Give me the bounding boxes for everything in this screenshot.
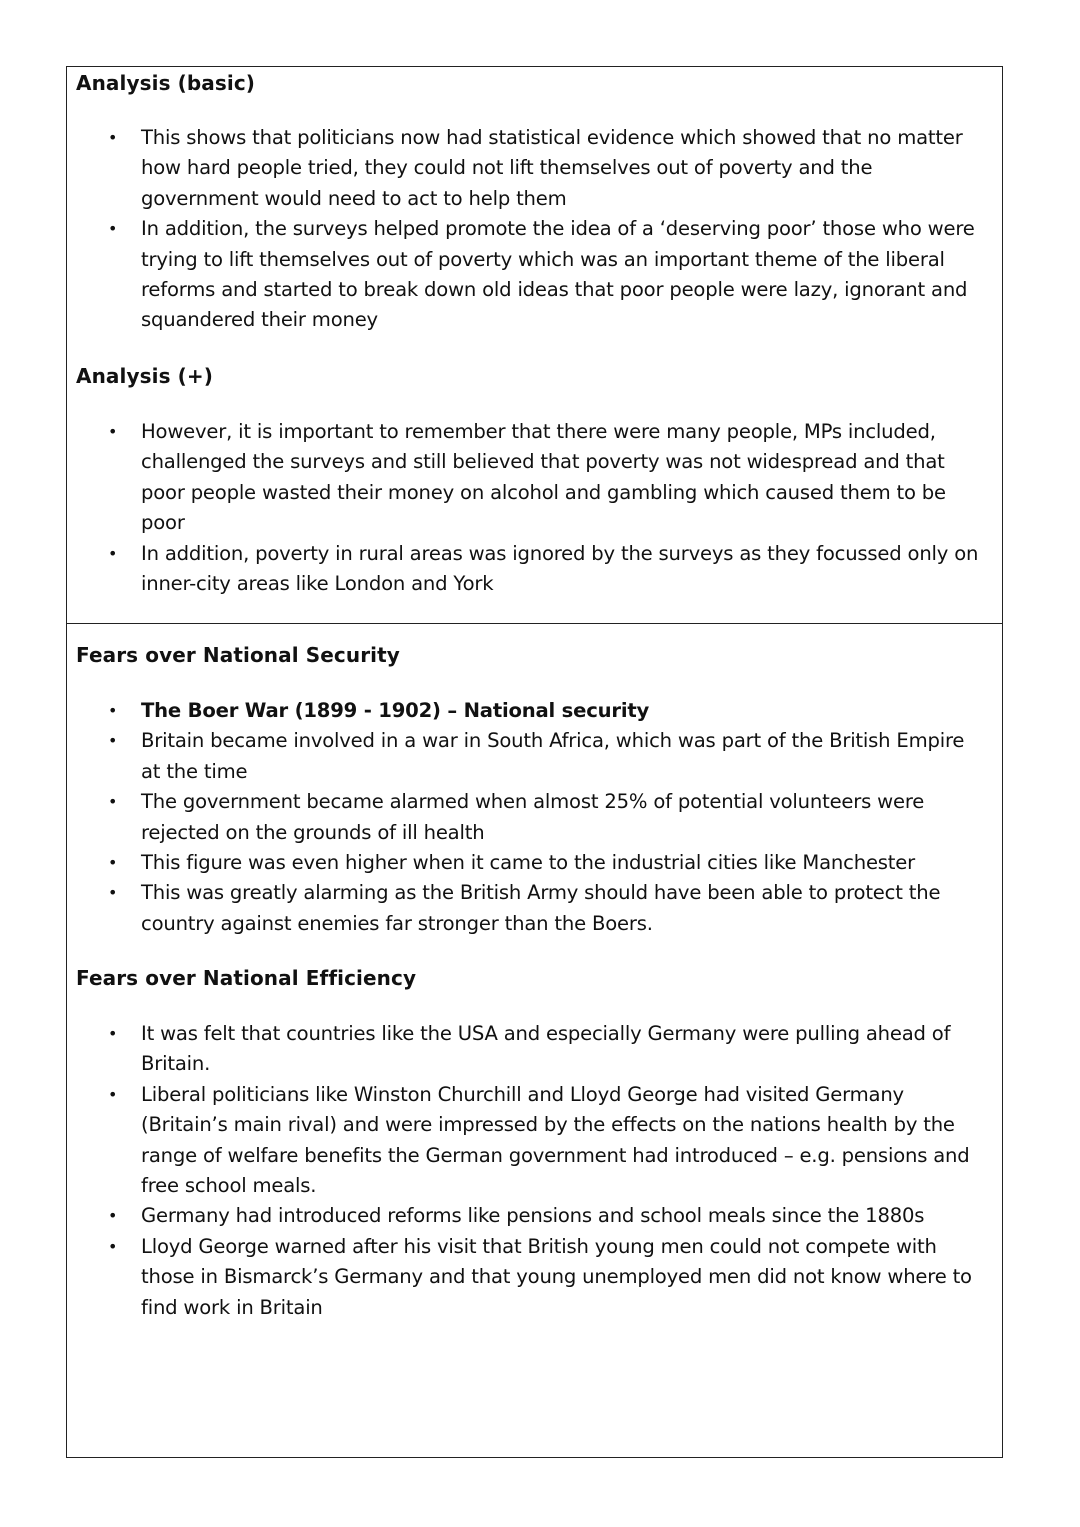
- national-efficiency-list: [67, 1019, 997, 1323]
- list-item: • Lloyd George warned after his visit that British young men could not compete with those in Bismarck’s Germany and that young unemployed men did not know where to find work in Britain: [67, 1232, 997, 1323]
- bullet-icon: •: [108, 128, 118, 147]
- national-efficiency-heading: Fears over National Efficiency: [76, 966, 417, 990]
- bullet-icon: •: [108, 1084, 118, 1104]
- list-item: • However, it is important to remember that there were many people, MPs included, challenged the surveys and still believed that poverty was not widespread and that poor people wasted their money on alcohol and gambling which caused them to be poor: [67, 417, 997, 539]
- fears-box: [66, 623, 1003, 1458]
- bullet-icon: •: [108, 543, 118, 563]
- bullet-icon: •: [108, 731, 118, 751]
- national-security-heading: Fears over National Security: [76, 643, 400, 667]
- national-security-list: [67, 696, 997, 939]
- bullet-icon: •: [108, 422, 118, 441]
- list-item: • This figure was even higher when it came to the industrial cities like Manchester: [67, 848, 997, 878]
- list-item: • In addition, the surveys helped promote the idea of a ‘deserving poor’ those who were trying to lift themselves out of poverty which was an important theme of the liberal reforms and started to break down old ideas that poor people were lazy, ignorant and squandered their money: [67, 214, 997, 336]
- list-item: • The Boer War (1899 - 1902) – National security: [67, 696, 997, 726]
- list-item: • The government became alarmed when almost 25% of potential volunteers were rejected on the grounds of ill health: [67, 787, 997, 848]
- list-item: • This was greatly alarming as the British Army should have been able to protect the country against enemies far stronger than the Boers.: [67, 878, 997, 939]
- bullet-icon: •: [108, 792, 118, 812]
- analysis-basic-heading: Analysis (basic): [76, 71, 256, 95]
- analysis-plus-heading: Analysis (+): [76, 364, 213, 388]
- list-item: • It was felt that countries like the USA and especially Germany were pulling ahead of Britain.: [67, 1019, 997, 1080]
- list-item: • In addition, poverty in rural areas was ignored by the surveys as they focussed only on inner-city areas like London and York: [67, 539, 997, 600]
- list-item: • This shows that politicians now had statistical evidence which showed that no matter how hard people tried, they could not lift themselves out of poverty and the government would need to act to help them: [67, 123, 997, 214]
- list-item: • Britain became involved in a war in South Africa, which was part of the British Empire at the time: [67, 726, 997, 787]
- analysis-box: [66, 66, 1003, 624]
- bullet-icon: •: [108, 1024, 118, 1043]
- bullet-icon: •: [108, 853, 118, 873]
- bullet-icon: •: [108, 701, 118, 720]
- bullet-icon: •: [108, 1206, 118, 1226]
- bullet-icon: •: [108, 883, 118, 903]
- analysis-basic-list: [67, 123, 997, 336]
- bullet-icon: •: [108, 219, 118, 239]
- bullet-icon: •: [108, 1236, 118, 1256]
- list-item: • Germany had introduced reforms like pensions and school meals since the 1880s: [67, 1201, 997, 1231]
- list-item: • Liberal politicians like Winston Churchill and Lloyd George had visited Germany (Britain’s main rival) and were impressed by the effects on the nations health by the range of welfare benefits the German government had introduced – e.g. pensions and free school meals.: [67, 1080, 997, 1202]
- analysis-plus-list: [67, 417, 997, 599]
